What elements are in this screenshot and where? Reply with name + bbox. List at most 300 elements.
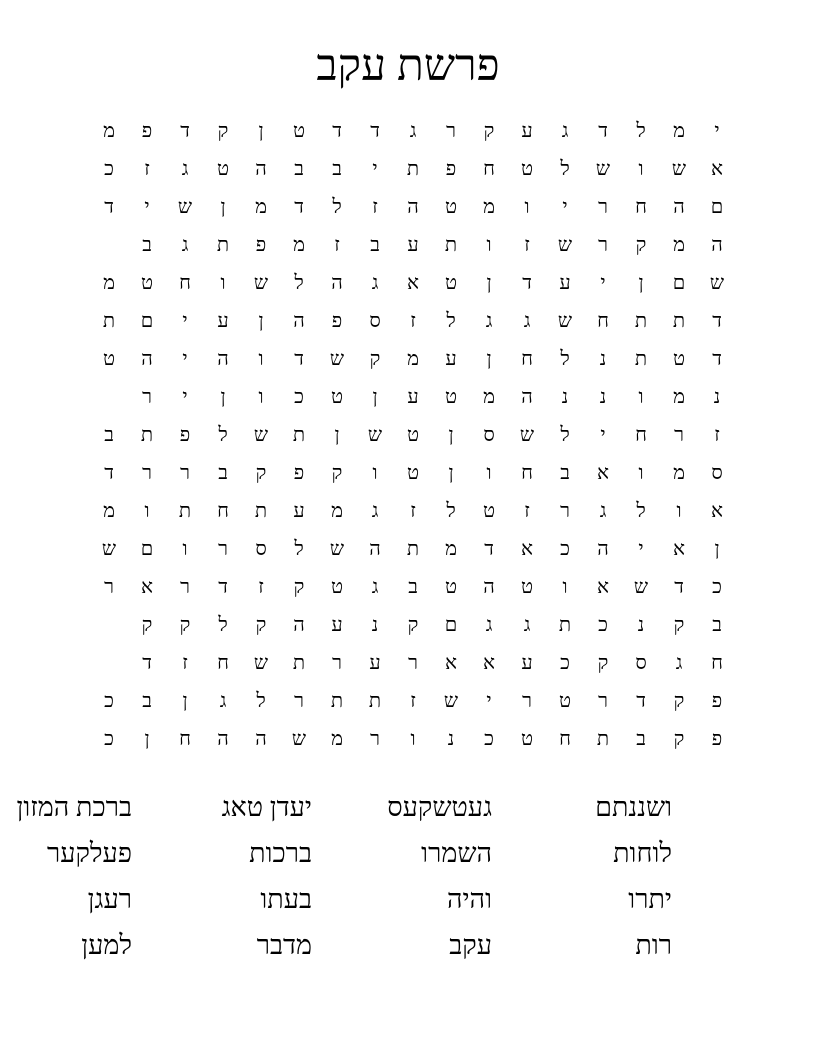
grid-letter: ש [329, 538, 345, 560]
grid-letter: כ [104, 728, 114, 750]
grid-letter: פ [293, 462, 305, 484]
grid-letter: ו [182, 538, 188, 560]
grid-letter: ט [444, 576, 458, 598]
grid-letter: ג [485, 310, 493, 332]
grid-letter: ת [634, 310, 648, 332]
grid-letter: ז [524, 234, 530, 256]
grid-letter: ג [599, 500, 607, 522]
grid-letter: ו [372, 462, 378, 484]
grid-letter: ח [635, 424, 647, 446]
grid-letter: ז [258, 576, 264, 598]
grid-letter: נ [599, 348, 607, 370]
grid-letter: ש [253, 652, 269, 674]
grid-letter: ח [217, 652, 229, 674]
grid-letter: ו [524, 196, 530, 218]
grid-letter: ר [560, 500, 570, 522]
grid-letter: נ [637, 614, 645, 636]
grid-letter: ק [635, 234, 647, 256]
grid-letter: ל [332, 196, 342, 218]
grid-letter: ה [331, 272, 343, 294]
grid-letter: ע [445, 348, 457, 370]
grid-letter: ש [443, 690, 459, 712]
grid-letter: י [182, 386, 188, 408]
grid-letter: ז [410, 310, 416, 332]
grid-letter: כ [104, 690, 114, 712]
grid-letter: ן [258, 310, 264, 332]
grid-letter: ת [634, 348, 648, 370]
grid-letter: א [711, 158, 724, 180]
grid-letter: ן [486, 272, 492, 294]
grid-letter: ן [182, 690, 188, 712]
grid-letter: ן [448, 462, 454, 484]
word-bank-item: בעתו [260, 884, 312, 914]
grid-letter: ד [294, 348, 304, 370]
grid-letter: ם [710, 196, 724, 218]
grid-letter: ב [294, 158, 304, 180]
grid-letter: י [638, 538, 644, 560]
grid-letter: ר [598, 196, 608, 218]
grid-letter: ק [483, 120, 495, 142]
grid-letter: נ [599, 386, 607, 408]
word-bank-item: ושננתם [595, 792, 672, 822]
grid-letter: י [486, 690, 492, 712]
grid-letter: ר [598, 690, 608, 712]
grid-letter: ן [714, 538, 720, 560]
grid-letter: ק [179, 614, 191, 636]
grid-letter: פ [255, 234, 267, 256]
grid-letter: ט [520, 728, 534, 750]
grid-letter: ד [674, 576, 684, 598]
grid-letter: ל [636, 120, 646, 142]
grid-letter: ה [255, 158, 267, 180]
grid-letter: י [714, 120, 720, 142]
grid-letter: ט [406, 462, 420, 484]
grid-letter: ו [638, 462, 644, 484]
word-bank-item: ברכות [249, 838, 312, 868]
grid-letter: ט [558, 690, 572, 712]
grid-letter: ל [636, 500, 646, 522]
grid-letter: ש [671, 158, 687, 180]
grid-letter: ב [408, 576, 418, 598]
grid-letter: ה [141, 348, 153, 370]
grid-letter: ע [521, 652, 533, 674]
grid-letter: ט [140, 272, 154, 294]
grid-letter: מ [331, 500, 343, 522]
grid-letter: ש [519, 424, 535, 446]
grid-letter: ר [674, 424, 684, 446]
grid-letter: כ [484, 728, 494, 750]
grid-letter: כ [104, 158, 114, 180]
grid-letter: ק [141, 614, 153, 636]
word-bank-item: והיה [446, 884, 492, 914]
grid-letter: ח [635, 196, 647, 218]
grid-letter: ת [102, 310, 116, 332]
grid-letter: ד [712, 310, 722, 332]
grid-letter: ט [406, 424, 420, 446]
grid-letter: ל [218, 424, 228, 446]
letter-grid [80, 112, 736, 758]
grid-letter: ג [181, 234, 189, 256]
grid-letter: ז [410, 690, 416, 712]
grid-letter: ג [371, 272, 379, 294]
grid-letter: ד [294, 196, 304, 218]
grid-letter: ש [367, 424, 383, 446]
grid-letter: א [673, 538, 686, 560]
grid-letter: ה [673, 196, 685, 218]
grid-letter: ז [524, 500, 530, 522]
word-bank-item: למען [81, 930, 132, 960]
grid-letter: א [483, 652, 496, 674]
grid-letter: ק [255, 614, 267, 636]
grid-letter: מ [483, 386, 495, 408]
grid-letter: א [141, 576, 154, 598]
grid-letter: ד [636, 690, 646, 712]
grid-letter: מ [673, 386, 685, 408]
grid-letter: ן [372, 386, 378, 408]
grid-letter: י [182, 310, 188, 332]
grid-letter: ר [104, 576, 114, 598]
grid-letter: ט [102, 348, 116, 370]
grid-letter: פ [331, 310, 343, 332]
grid-letter: ד [712, 348, 722, 370]
grid-letter: כ [712, 576, 722, 598]
grid-letter: ת [596, 728, 610, 750]
grid-letter: ז [410, 500, 416, 522]
grid-letter: ח [521, 348, 533, 370]
grid-letter: כ [598, 614, 608, 636]
grid-letter: ש [291, 728, 307, 750]
grid-letter: ש [101, 538, 117, 560]
grid-letter: ת [254, 500, 268, 522]
word-bank-item: השמרו [421, 838, 492, 868]
grid-letter: ר [180, 462, 190, 484]
grid-letter: ה [521, 386, 533, 408]
grid-letter: ד [180, 120, 190, 142]
grid-letter: ת [330, 690, 344, 712]
page-title: פרשת עקב [316, 41, 500, 90]
grid-letter: ב [560, 462, 570, 484]
grid-letter: ל [446, 310, 456, 332]
grid-letter: ק [673, 728, 685, 750]
grid-letter: ס [483, 424, 495, 446]
grid-letter: ט [330, 576, 344, 598]
grid-letter: ן [448, 424, 454, 446]
grid-letter: מ [407, 348, 419, 370]
grid-letter: ה [483, 576, 495, 598]
grid-letter: ש [329, 348, 345, 370]
grid-letter: מ [483, 196, 495, 218]
grid-letter: ק [331, 462, 343, 484]
grid-letter: ו [676, 500, 682, 522]
grid-letter: ל [446, 500, 456, 522]
grid-letter: ר [408, 652, 418, 674]
grid-letter: ל [218, 614, 228, 636]
grid-letter: פ [711, 728, 723, 750]
grid-letter: כ [560, 538, 570, 560]
grid-letter: ב [712, 614, 722, 636]
grid-letter: ג [523, 310, 531, 332]
grid-letter: ט [330, 386, 344, 408]
grid-letter: א [597, 576, 610, 598]
grid-letter: ה [597, 538, 609, 560]
grid-letter: ג [181, 158, 189, 180]
grid-letter: ח [217, 500, 229, 522]
grid-letter: ע [293, 500, 305, 522]
grid-letter: ד [104, 462, 114, 484]
grid-letter: ת [444, 234, 458, 256]
grid-letter: ה [217, 348, 229, 370]
grid-letter: ק [217, 120, 229, 142]
grid-letter: ז [334, 234, 340, 256]
grid-letter: ג [219, 690, 227, 712]
grid-letter: ג [371, 500, 379, 522]
grid-letter: ש [253, 272, 269, 294]
word-bank-item: ברכת המזון [16, 792, 132, 822]
word-bank-item: יעדן טאג [221, 792, 312, 822]
grid-letter: ל [560, 424, 570, 446]
grid-letter: ד [484, 538, 494, 560]
grid-letter: ר [294, 690, 304, 712]
grid-letter: פ [445, 158, 457, 180]
grid-letter: ע [559, 272, 571, 294]
grid-letter: ג [523, 614, 531, 636]
grid-letter: ם [444, 614, 458, 636]
grid-letter: א [711, 500, 724, 522]
grid-letter: ג [409, 120, 417, 142]
grid-letter: ת [140, 424, 154, 446]
grid-letter: מ [673, 462, 685, 484]
grid-letter: י [144, 196, 150, 218]
grid-letter: ג [485, 614, 493, 636]
grid-letter: מ [103, 272, 115, 294]
grid-letter: ו [144, 500, 150, 522]
grid-letter: ז [144, 158, 150, 180]
grid-letter: ג [371, 576, 379, 598]
grid-letter: ט [292, 120, 306, 142]
grid-letter: ת [368, 690, 382, 712]
grid-letter: ו [258, 386, 264, 408]
grid-letter: ל [294, 272, 304, 294]
grid-letter: פ [141, 120, 153, 142]
grid-letter: ש [253, 424, 269, 446]
grid-letter: ע [521, 120, 533, 142]
grid-letter: ו [638, 386, 644, 408]
grid-letter: ם [672, 272, 686, 294]
grid-letter: פ [179, 424, 191, 446]
grid-letter: ס [255, 538, 267, 560]
grid-letter: ע [369, 652, 381, 674]
grid-letter: ת [558, 614, 572, 636]
grid-letter: ה [293, 614, 305, 636]
word-bank [16, 784, 720, 984]
word-bank-item: פעלקער [46, 838, 132, 868]
grid-letter: ט [444, 196, 458, 218]
grid-letter: ב [332, 158, 342, 180]
grid-letter: ר [522, 690, 532, 712]
grid-letter: מ [673, 120, 685, 142]
word-bank-item: געטשקעס [387, 792, 492, 822]
grid-letter: ס [635, 652, 647, 674]
word-bank-item: רעגן [87, 884, 132, 914]
grid-letter: נ [371, 614, 379, 636]
grid-letter: ע [407, 386, 419, 408]
grid-letter: ל [294, 538, 304, 560]
grid-letter: ן [638, 272, 644, 294]
grid-letter: ד [522, 272, 532, 294]
grid-letter: מ [103, 120, 115, 142]
grid-letter: ה [711, 234, 723, 256]
grid-letter: ר [332, 652, 342, 674]
grid-letter: ט [672, 348, 686, 370]
grid-letter: ת [178, 500, 192, 522]
grid-letter: ל [560, 348, 570, 370]
grid-letter: ח [597, 310, 609, 332]
grid-letter: ו [486, 462, 492, 484]
grid-letter: ח [521, 462, 533, 484]
grid-letter: ז [182, 652, 188, 674]
grid-letter: ו [638, 158, 644, 180]
grid-letter: ם [140, 538, 154, 560]
grid-letter: מ [103, 500, 115, 522]
word-bank-item: לוחות [613, 838, 672, 868]
grid-letter: ק [369, 348, 381, 370]
grid-letter: מ [331, 728, 343, 750]
grid-letter: ע [217, 310, 229, 332]
grid-letter: מ [293, 234, 305, 256]
grid-letter: ג [675, 652, 683, 674]
grid-letter: ט [444, 272, 458, 294]
grid-letter: ד [332, 120, 342, 142]
word-bank-item: רות [635, 930, 672, 960]
grid-letter: ו [410, 728, 416, 750]
grid-letter: ן [220, 386, 226, 408]
grid-letter: ח [711, 652, 723, 674]
grid-letter: מ [673, 234, 685, 256]
grid-letter: ה [407, 196, 419, 218]
grid-letter: י [562, 196, 568, 218]
grid-letter: ז [714, 424, 720, 446]
grid-letter: ת [292, 652, 306, 674]
grid-letter: כ [294, 386, 304, 408]
grid-letter: ב [636, 728, 646, 750]
grid-letter: נ [447, 728, 455, 750]
grid-letter: ל [256, 690, 266, 712]
grid-letter: ו [486, 234, 492, 256]
grid-letter: ר [180, 576, 190, 598]
grid-letter: ה [255, 728, 267, 750]
grid-letter: א [597, 462, 610, 484]
grid-letter: ב [104, 424, 114, 446]
word-bank-item: עקב [449, 930, 492, 960]
grid-letter: ב [370, 234, 380, 256]
grid-letter: ר [598, 234, 608, 256]
grid-letter: מ [255, 196, 267, 218]
grid-letter: ד [598, 120, 608, 142]
grid-letter: ח [179, 728, 191, 750]
grid-letter: ק [293, 576, 305, 598]
grid-letter: ר [446, 120, 456, 142]
grid-letter: ת [216, 234, 230, 256]
grid-letter: י [600, 272, 606, 294]
grid-letter: ס [369, 310, 381, 332]
grid-letter: ק [673, 614, 685, 636]
grid-letter: ט [520, 158, 534, 180]
grid-letter: ט [216, 158, 230, 180]
grid-letter: א [521, 538, 534, 560]
grid-letter: נ [713, 386, 721, 408]
grid-letter: ז [372, 196, 378, 218]
grid-letter: ש [595, 158, 611, 180]
grid-letter: ב [142, 234, 152, 256]
grid-letter: ל [560, 158, 570, 180]
grid-letter: ב [218, 462, 228, 484]
grid-letter: ד [104, 196, 114, 218]
word-bank-item: מדבר [256, 930, 312, 960]
grid-letter: ע [331, 614, 343, 636]
grid-letter: נ [561, 386, 569, 408]
grid-letter: ר [370, 728, 380, 750]
grid-letter: ם [140, 310, 154, 332]
grid-letter: ו [220, 272, 226, 294]
grid-letter: ר [142, 386, 152, 408]
grid-letter: ש [557, 234, 573, 256]
grid-letter: ח [559, 728, 571, 750]
grid-letter: כ [560, 652, 570, 674]
grid-letter: ק [407, 614, 419, 636]
grid-letter: ת [406, 158, 420, 180]
grid-letter: ד [370, 120, 380, 142]
grid-letter: ש [177, 196, 193, 218]
grid-letter: ט [444, 386, 458, 408]
grid-letter: ן [334, 424, 340, 446]
grid-letter: ש [557, 310, 573, 332]
grid-letter: ד [142, 652, 152, 674]
grid-letter: ג [561, 120, 569, 142]
grid-letter: ן [220, 196, 226, 218]
grid-letter: ט [482, 500, 496, 522]
grid-letter: ו [562, 576, 568, 598]
grid-letter: ד [218, 576, 228, 598]
grid-letter: י [372, 158, 378, 180]
grid-letter: ט [520, 576, 534, 598]
grid-letter: ר [142, 462, 152, 484]
grid-letter: ת [292, 424, 306, 446]
grid-letter: ן [258, 120, 264, 142]
grid-letter: ה [369, 538, 381, 560]
grid-letter: ס [711, 462, 723, 484]
grid-letter: ן [144, 728, 150, 750]
word-bank-item: יתרו [628, 884, 672, 914]
grid-letter: ק [597, 652, 609, 674]
grid-letter: ש [709, 272, 725, 294]
grid-letter: א [407, 272, 420, 294]
grid-letter: מ [445, 538, 457, 560]
grid-letter: ה [293, 310, 305, 332]
grid-letter: ן [486, 348, 492, 370]
grid-letter: ה [217, 728, 229, 750]
grid-letter: ק [255, 462, 267, 484]
grid-letter: י [600, 424, 606, 446]
grid-letter: י [182, 348, 188, 370]
grid-letter: ש [633, 576, 649, 598]
grid-letter: ת [406, 538, 420, 560]
grid-letter: ע [407, 234, 419, 256]
grid-letter: ח [179, 272, 191, 294]
grid-letter: ק [673, 690, 685, 712]
grid-letter: ח [483, 158, 495, 180]
grid-letter: ר [218, 538, 228, 560]
grid-letter: פ [711, 690, 723, 712]
